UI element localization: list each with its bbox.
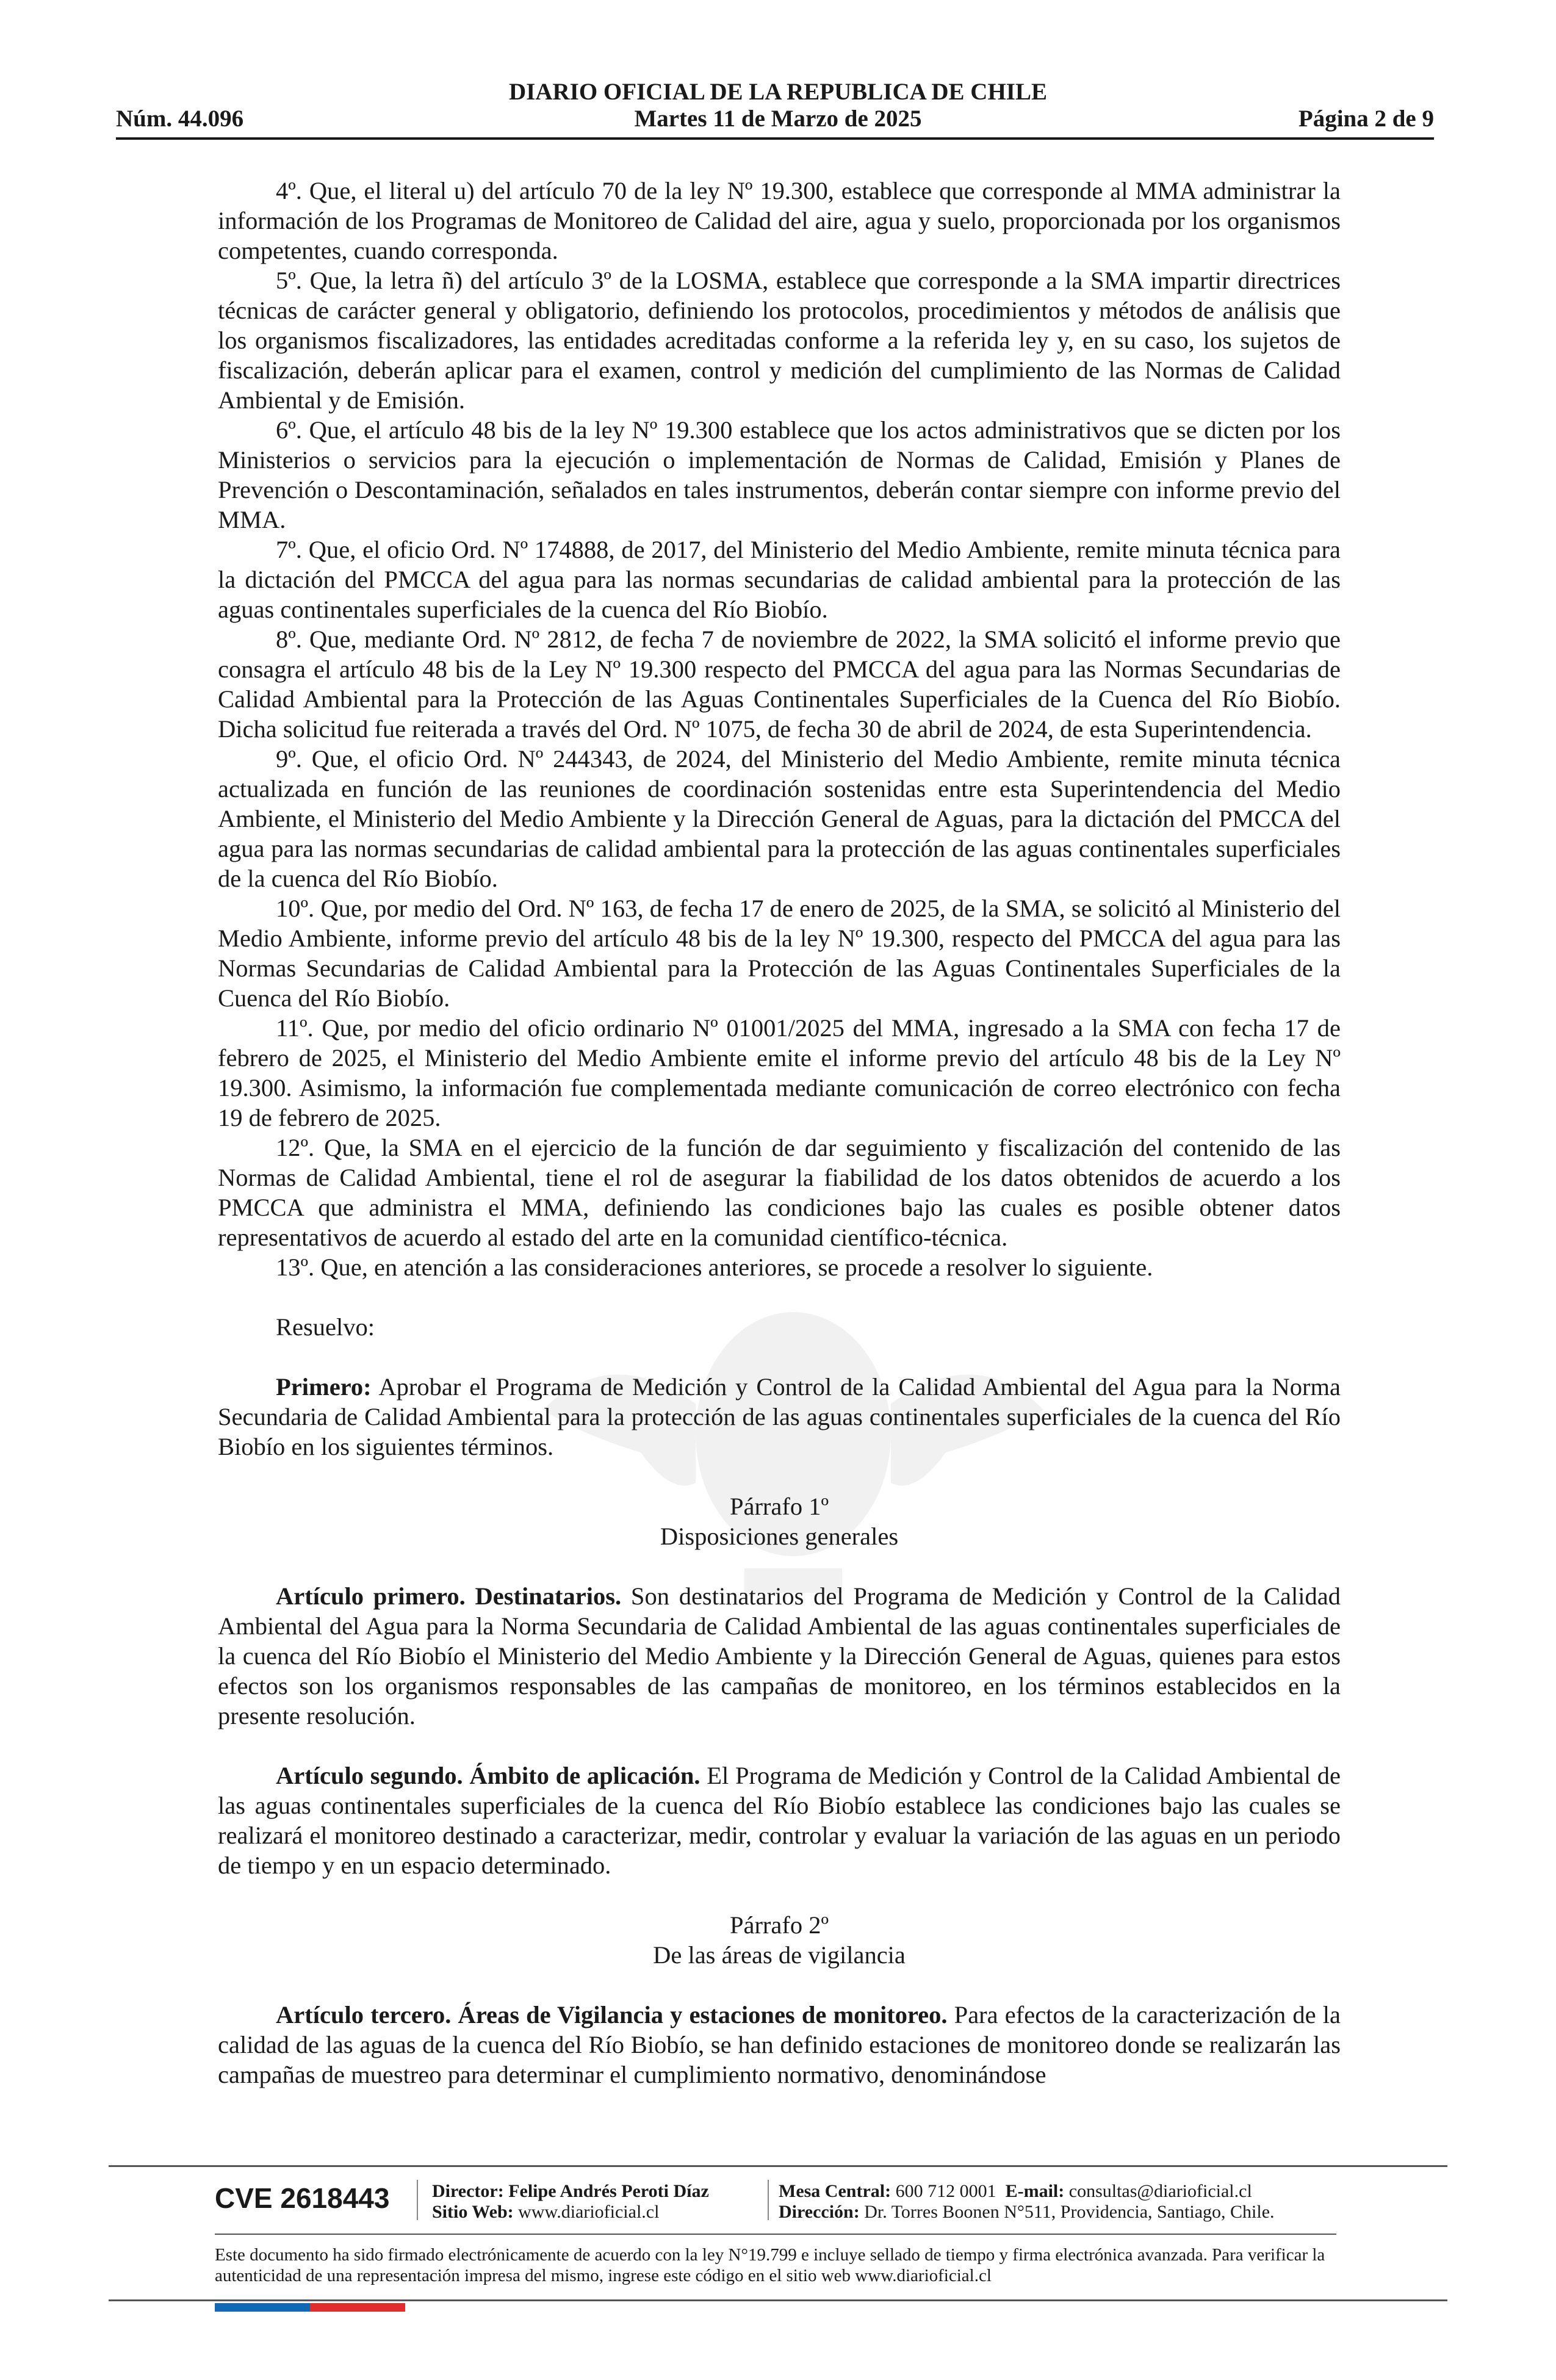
- considerando-7: 7º. Que, el oficio Ord. Nº 174888, de 2017, del Ministerio del Medio Ambiente, remite minuta técnica para la dictación del PMCCA del agua para las normas secundarias de calidad ambiental para la protección de las aguas continentales superficiales de la cuenca del Río Biobío.: [218, 536, 1341, 623]
- considerando-9: 9º. Que, el oficio Ord. Nº 244343, de 2024, del Ministerio del Medio Ambiente, remite minuta técnica actualizada en función de las reuniones de coordinación sostenidas entre esta Superintendencia del Medio Ambiente, el Ministerio del Medio Ambiente y la Dirección General de Aguas, para la dictación del PMCCA del agua para las normas secundarias de calidad ambiental para la protección de las aguas continentales superficiales de la cuenca del Río Biobío.: [218, 745, 1341, 892]
- parrafo-2-title: Párrafo 2º: [729, 1911, 829, 1939]
- address-value: Dr. Torres Boonen N°511, Providencia, Santiago, Chile.: [864, 2202, 1275, 2222]
- articulo-tercero-text: Para efectos de la caracterización de la calidad de las aguas de la cuenca del Río Biobío, se han definido estaciones de monitoreo donde se realizarán las campañas de muestreo para determinar el cumplimiento normativo, denominándose: [218, 2001, 1341, 2088]
- considerando-13: 13º. Que, en atención a las consideraciones anteriores, se procede a resolver lo siguiente.: [276, 1253, 1153, 1281]
- footer-divider-middle: [215, 2234, 1336, 2235]
- parrafo-1-title: Párrafo 1º: [729, 1493, 829, 1520]
- footer-separator: [768, 2180, 769, 2220]
- website-link[interactable]: www.diarioficial.cl: [518, 2202, 660, 2222]
- website-label: Sitio Web:: [432, 2202, 514, 2222]
- issue-number: Núm. 44.096: [116, 106, 244, 132]
- articulo-tercero-label: Artículo tercero. Áreas de Vigilancia y estaciones de monitoreo.: [276, 2001, 948, 2028]
- considerando-6: 6º. Que, el artículo 48 bis de la ley Nº 19.300 establece que los actos administrativos que se dicten por los Ministerios o servicios para la ejecución o implementación de Normas de Calidad, Emisión y Planes de Prevención o Descontaminación, señalados en tales instrumentos, deberán contar siempre con informe previo del MMA.: [218, 416, 1341, 533]
- considerando-4: 4º. Que, el literal u) del artículo 70 de la ley Nº 19.300, establece que corresponde al MMA administrar la información de los Programas de Monitoreo de Calidad del aire, agua y suelo, proporcionada por los organismos competentes, cuando corresponda.: [218, 177, 1341, 264]
- articulo-primero-text: Son destinatarios del Programa de Medición y Control de la Calidad Ambiental del Agua para la Norma Secundaria de Calidad Ambiental de las aguas continentales superficiales de la cuenca del Río Biobío el Ministerio del Medio Ambiente y la Dirección General de Aguas, quienes para estos efectos son los organismos responsables de las campañas de monitoreo, en los términos establecidos en la presente resolución.: [218, 1582, 1341, 1729]
- footer-divider-top: [109, 2165, 1447, 2167]
- signature-disclaimer: Este documento ha sido firmado electrónicamente de acuerdo con la ley N°19.799 e incluye sellado de tiempo y firma electrónica avanzada. Para verificar la autenticidad de una representación impresa del mismo, ingrese este código en el sitio web www.diarioficial.cl: [215, 2245, 1325, 2285]
- articulo-primero-label: Artículo primero. Destinatarios.: [276, 1582, 622, 1610]
- issue-date: Martes 11 de Marzo de 2025: [634, 106, 922, 132]
- header-divider: [116, 137, 1434, 140]
- considerando-10: 10º. Que, por medio del Ord. Nº 163, de fecha 17 de enero de 2025, de la SMA, se solicitó al Ministerio del Medio Ambiente, informe previo del artículo 48 bis de la ley Nº 19.300, respecto del PMCCA del agua para las Normas Secundarias de Calidad Ambiental para la Protección de las Aguas Continentales Superficiales de la Cuenca del Río Biobío.: [218, 895, 1341, 1012]
- mesa-central-phone: 600 712 0001: [895, 2181, 996, 2201]
- director-block: [432, 2181, 709, 2223]
- contact-block: [779, 2181, 1275, 2223]
- mesa-central-label: Mesa Central:: [779, 2181, 891, 2201]
- director-name: Felipe Andrés Peroti Díaz: [508, 2181, 709, 2201]
- parrafo-2-subtitle: De las áreas de vigilancia: [653, 1941, 906, 1969]
- footer-separator: [417, 2180, 418, 2220]
- footer-divider-bottom: [109, 2299, 1447, 2301]
- flag-stripe: [215, 2303, 405, 2312]
- resuelvo-heading: Resuelvo:: [276, 1313, 375, 1341]
- considerando-8: 8º. Que, mediante Ord. Nº 2812, de fecha 7 de noviembre de 2022, la SMA solicitó el informe previo que consagra el artículo 48 bis de la Ley Nº 19.300 respecto del PMCCA del agua para las Normas Secundarias de Calidad Ambiental para la Protección de las Aguas Continentales Superficiales de la Cuenca del Río Biobío. Dicha solicitud fue reiterada a través del Ord. Nº 1075, de fecha 30 de abril de 2024, de esta Superintendencia.: [218, 626, 1341, 743]
- email-label: E-mail:: [1005, 2181, 1065, 2201]
- considerando-11: 11º. Que, por medio del oficio ordinario Nº 01001/2025 del MMA, ingresado a la SMA con fecha 17 de febrero de 2025, el Ministerio del Medio Ambiente emite el informe previo del artículo 48 bis de la Ley Nº 19.300. Asimismo, la información fue complementada mediante comunicación de correo electrónico con fecha 19 de febrero de 2025.: [218, 1014, 1341, 1131]
- considerando-12: 12º. Que, la SMA en el ejercicio de la función de dar seguimiento y fiscalización del contenido de las Normas de Calidad Ambiental, tiene el rol de asegurar la fiabilidad de los datos obtenidos de acuerdo a los PMCCA que administra el MMA, definiendo las condiciones bajo las cuales es posible obtener datos representativos de acuerdo al estado del arte en la comunidad científico-técnica.: [218, 1134, 1341, 1251]
- document-body: [218, 176, 1341, 2090]
- considerando-5: 5º. Que, la letra ñ) del artículo 3º de la LOSMA, establece que corresponde a la SMA impartir directrices técnicas de carácter general y obligatorio, definiendo los protocolos, procedimientos y métodos de análisis que los organismos fiscalizadores, las entidades acreditadas conforme a la referida ley y, en su caso, los sujetos de fiscalización, deberán aplicar para el examen, control y medición del cumplimiento de las Normas de Calidad Ambiental y de Emisión.: [218, 267, 1341, 414]
- primero-text: Aprobar el Programa de Medición y Control de la Calidad Ambiental del Agua para la Norma Secundaria de Calidad Ambiental para la protección de las aguas continentales superficiales de la cuenca del Río Biobío en los siguientes términos.: [218, 1373, 1341, 1460]
- director-label: Director:: [432, 2181, 504, 2201]
- email-link[interactable]: consultas@diarioficial.cl: [1068, 2181, 1252, 2201]
- primero-paragraph: [218, 1372, 1341, 1462]
- parrafo-1-subtitle: Disposiciones generales: [660, 1523, 899, 1550]
- articulo-segundo: [218, 1761, 1341, 1880]
- flag-blue-segment: [215, 2303, 310, 2312]
- page-indicator: Página 2 de 9: [1298, 106, 1434, 132]
- articulo-tercero: [218, 2000, 1341, 2090]
- articulo-primero: [218, 1581, 1341, 1731]
- cve-code: CVE 2618443: [215, 2182, 390, 2214]
- primero-label: Primero:: [276, 1373, 372, 1401]
- newspaper-title: DIARIO OFICIAL DE LA REPUBLICA DE CHILE: [508, 79, 1047, 105]
- flag-red-segment: [310, 2303, 405, 2312]
- address-label: Dirección:: [779, 2202, 860, 2222]
- articulo-segundo-label: Artículo segundo. Ámbito de aplicación.: [276, 1762, 701, 1789]
- articulo-segundo-text: El Programa de Medición y Control de la Calidad Ambiental de las aguas continentales superficiales de la cuenca del Río Biobío establece las condiciones bajo las cuales se realizará el monitoreo destinado a caracterizar, medir, controlar y evaluar la variación de las aguas en un periodo de tiempo y en un espacio determinado.: [218, 1762, 1341, 1879]
